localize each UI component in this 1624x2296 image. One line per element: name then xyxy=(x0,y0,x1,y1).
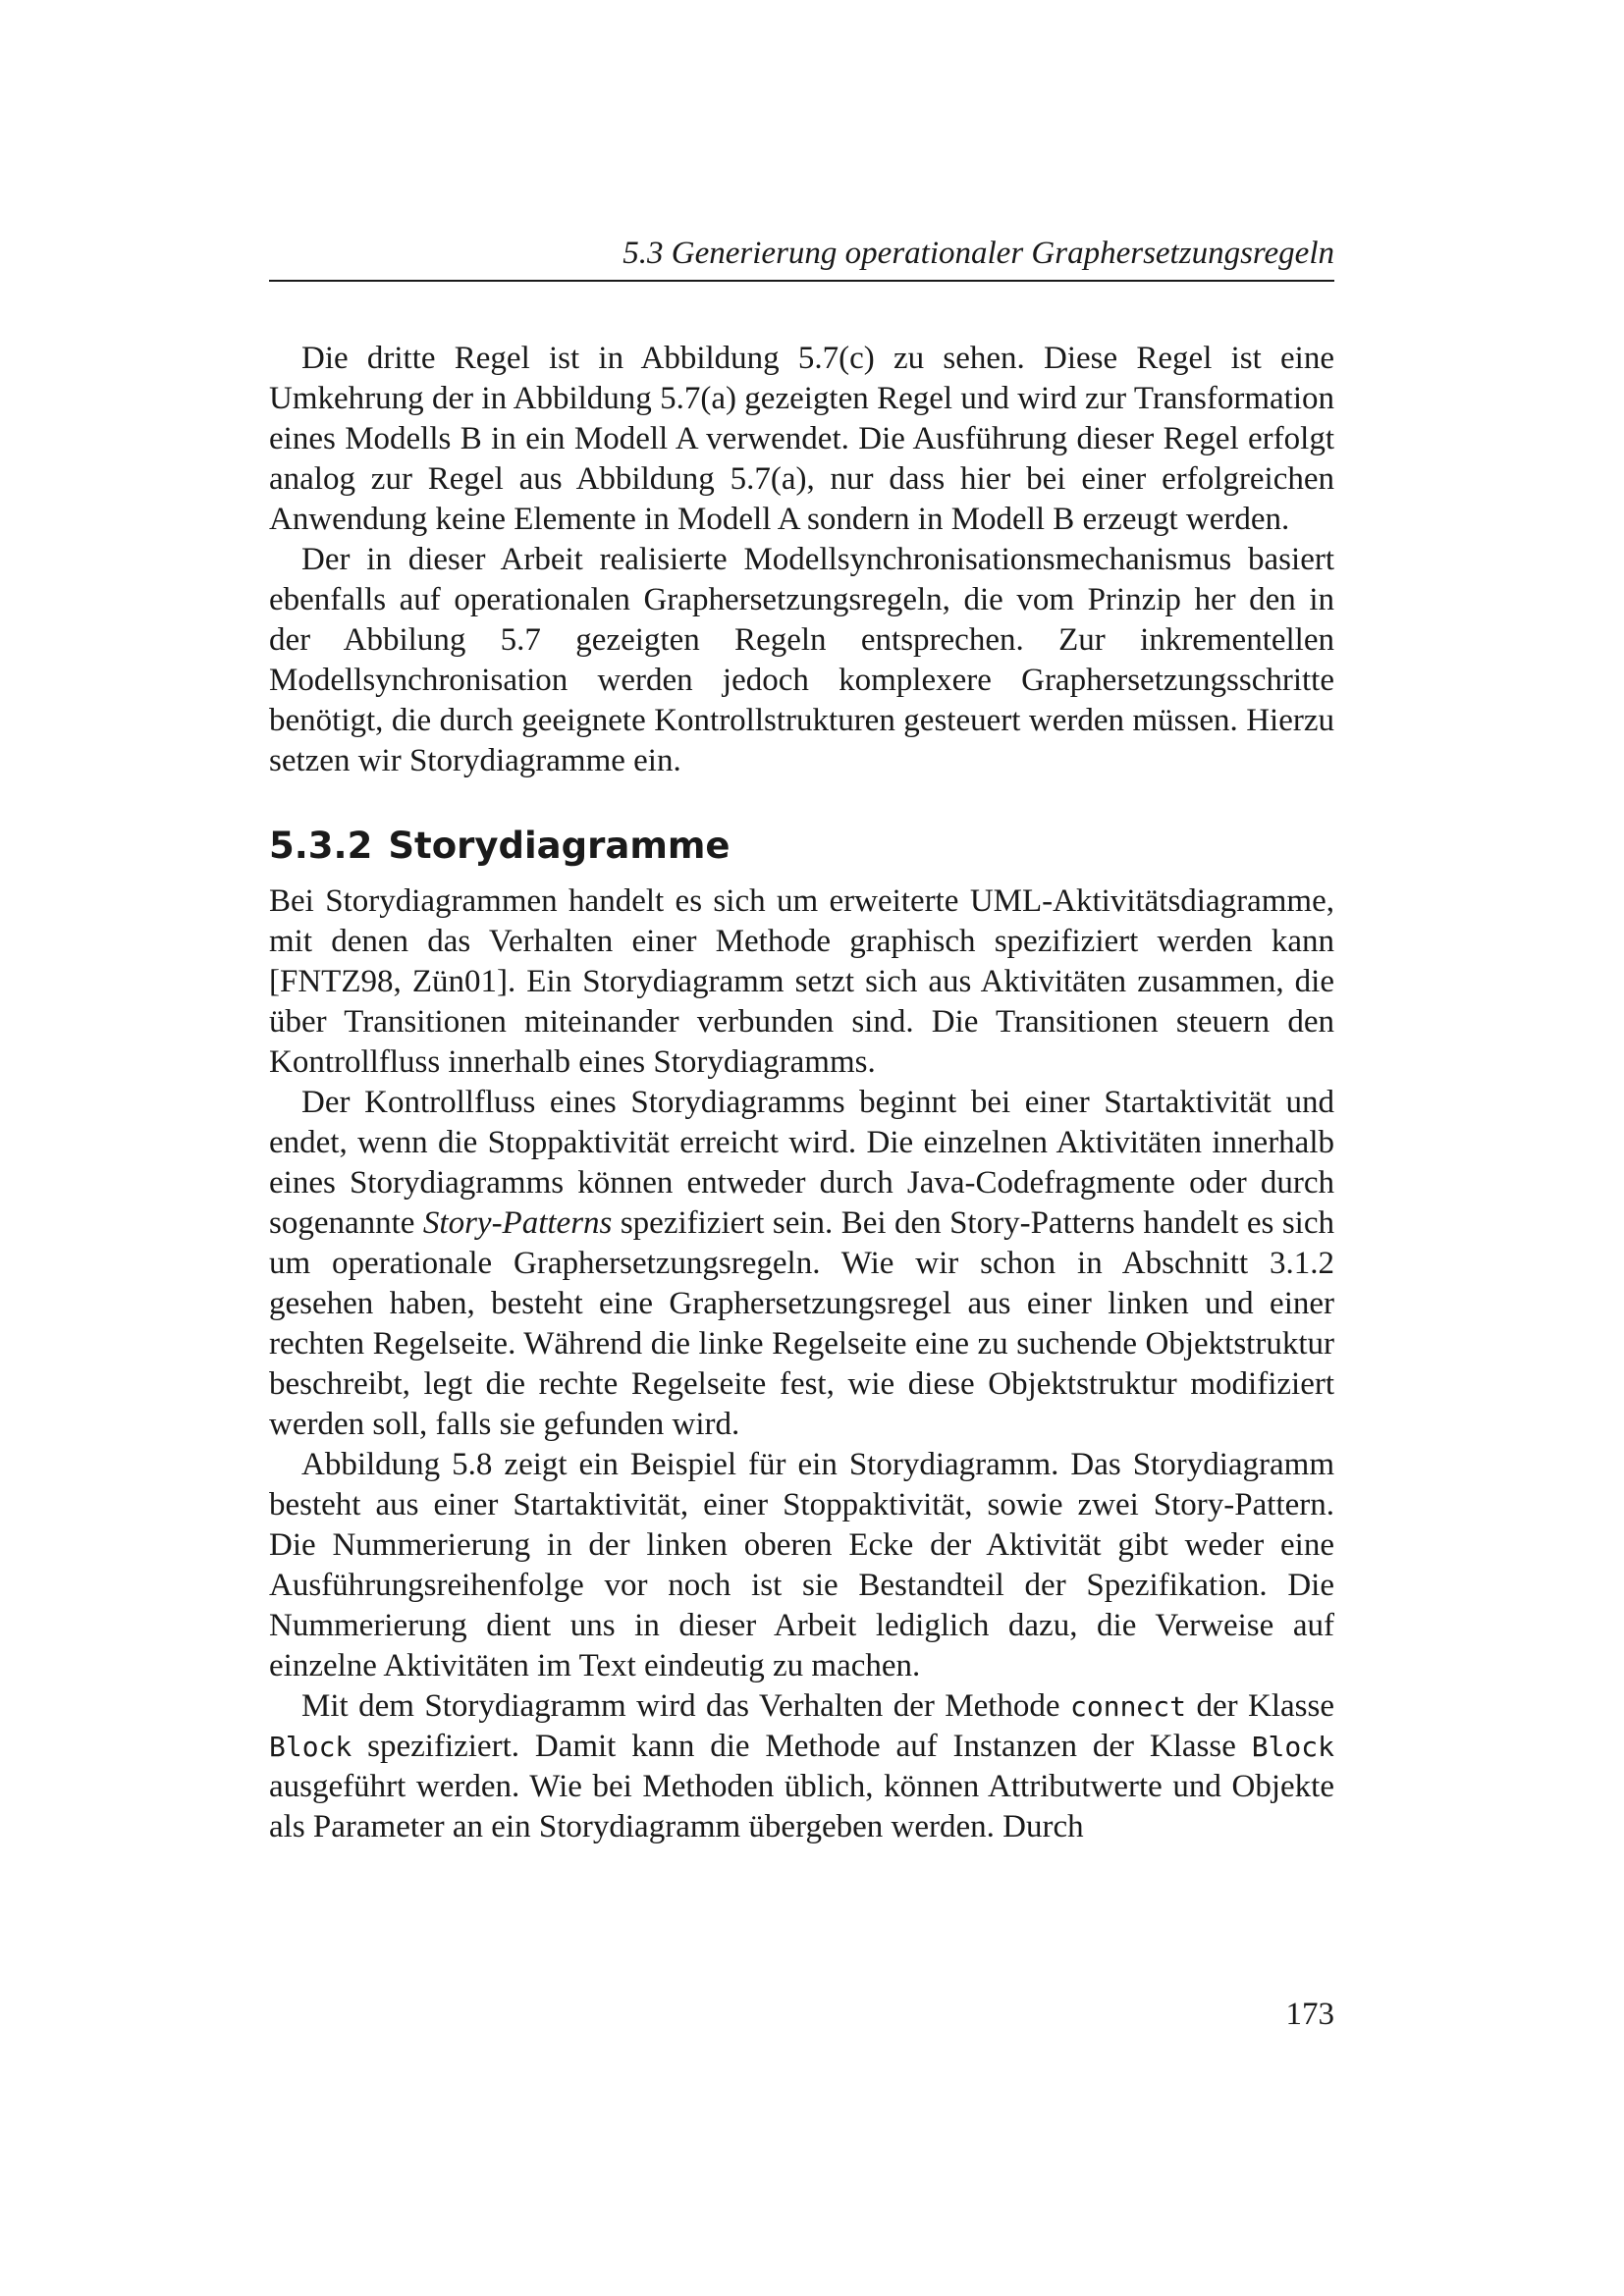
paragraph: Bei Storydiagrammen handelt es sich um erweiterte UML-Aktivitätsdiagramme, mit denen das Verhalten einer Methode graphisch spezifiziert werden kann [FNTZ98, Zün01]. Ein Storydiagramm setzt sich aus Aktivitäten zusammen, die über Transitionen miteinander verbunden sind. Die Transitionen steuern den Kontrollfluss innerhalb eines Storydiagramms. xyxy=(269,883,1334,1080)
paragraph-text: der Klasse xyxy=(1186,1688,1334,1724)
paragraph: Abbildung 5.8 zeigt ein Beispiel für ein Storydiagramm. Das Storydiagramm besteht aus einer Startaktivität, einer Stoppaktivität, sowie zwei Story-Pattern. Die Nummerierung in der linken oberen Ecke der Aktivität gibt weder eine Ausführungsreihenfolge vor noch ist sie Bestandteil der Spezifikation. Die Nummerierung dient uns in dieser Arbeit lediglich dazu, die Verweise auf einzelne Aktivitäten im Text eindeutig zu machen. xyxy=(269,1447,1334,1683)
running-head: 5.3 Generierung operationaler Graphersetzungsregeln xyxy=(623,236,1334,271)
paragraph-text: Der Kontrollfluss eines Storydiagramms beginnt bei einer Startaktivität und endet, wenn die Stoppaktivität erreicht wird. Die einzelnen Aktivitäten innerhalb eines Storydiagramms können entweder durch Java-Codefragmente oder durch sogenannte xyxy=(269,1085,1334,1241)
paragraph xyxy=(269,1083,1334,1445)
paragraph-text: spezifiziert. Damit kann die Methode auf Instanzen der Klasse xyxy=(352,1729,1252,1764)
paragraph: Der in dieser Arbeit realisierte Modellsynchronisationsmechanismus basiert ebenfalls auf operationalen Graphersetzungsregeln, die vom Prinzip her den in der Abbilung 5.7 gezeigten Regeln entsprechen. Zur inkrementellen Modellsynchronisation werden jedoch komplexere Graphersetzungsschritte benötigt, die durch geeignete Kontrollstrukturen gesteuert werden müssen. Hierzu setzen wir Storydiagramme ein. xyxy=(269,542,1334,778)
code-identifier: Block xyxy=(269,1731,352,1763)
paragraph: Die dritte Regel ist in Abbildung 5.7(c) zu sehen. Diese Regel ist eine Umkehrung der in Abbildung 5.7(a) gezeigten Regel und wird zur Transformation eines Modells B in ein Modell A verwendet. Die Ausführung dieser Regel erfolgt analog zur Regel aus Abbildung 5.7(a), nur dass hier bei einer erfolgreichen Anwendung keine Elemente in Modell A sondern in Modell B erzeugt werden. xyxy=(269,341,1334,537)
code-identifier: Block xyxy=(1251,1731,1334,1763)
section-title: Storydiagramme xyxy=(388,825,731,867)
code-identifier: connect xyxy=(1070,1690,1187,1723)
page-number: 173 xyxy=(1285,1997,1334,2032)
section-number: 5.3.2 xyxy=(269,825,373,867)
emphasized-term: Story-Patterns xyxy=(422,1205,613,1241)
section-heading xyxy=(269,825,1334,868)
paragraph-text: ausgeführt werden. Wie bei Methoden üblich, können Attributwerte und Objekte als Parameter an ein Storydiagramm übergeben werden. Durch xyxy=(269,1769,1334,1844)
paragraph-text: Mit dem Storydiagramm wird das Verhalten der Methode xyxy=(301,1688,1070,1724)
paragraph xyxy=(269,1686,1334,1847)
body-text xyxy=(269,339,1334,1847)
paragraph-text: spezifiziert sein. Bei den Story-Patterns handelt es sich um operationale Graphersetzungsregeln. Wie wir schon in Abschnitt 3.1.2 gesehen haben, besteht eine Graphersetzungsregel aus einer linken und einer rechten Regelseite. Während die linke Regelseite eine zu suchende Objektstruktur beschreibt, legt die rechte Regelseite fest, wie diese Objektstruktur modifiziert werden soll, falls sie gefunden wird. xyxy=(269,1205,1335,1442)
page xyxy=(269,0,1334,2296)
header-rule xyxy=(269,280,1334,282)
